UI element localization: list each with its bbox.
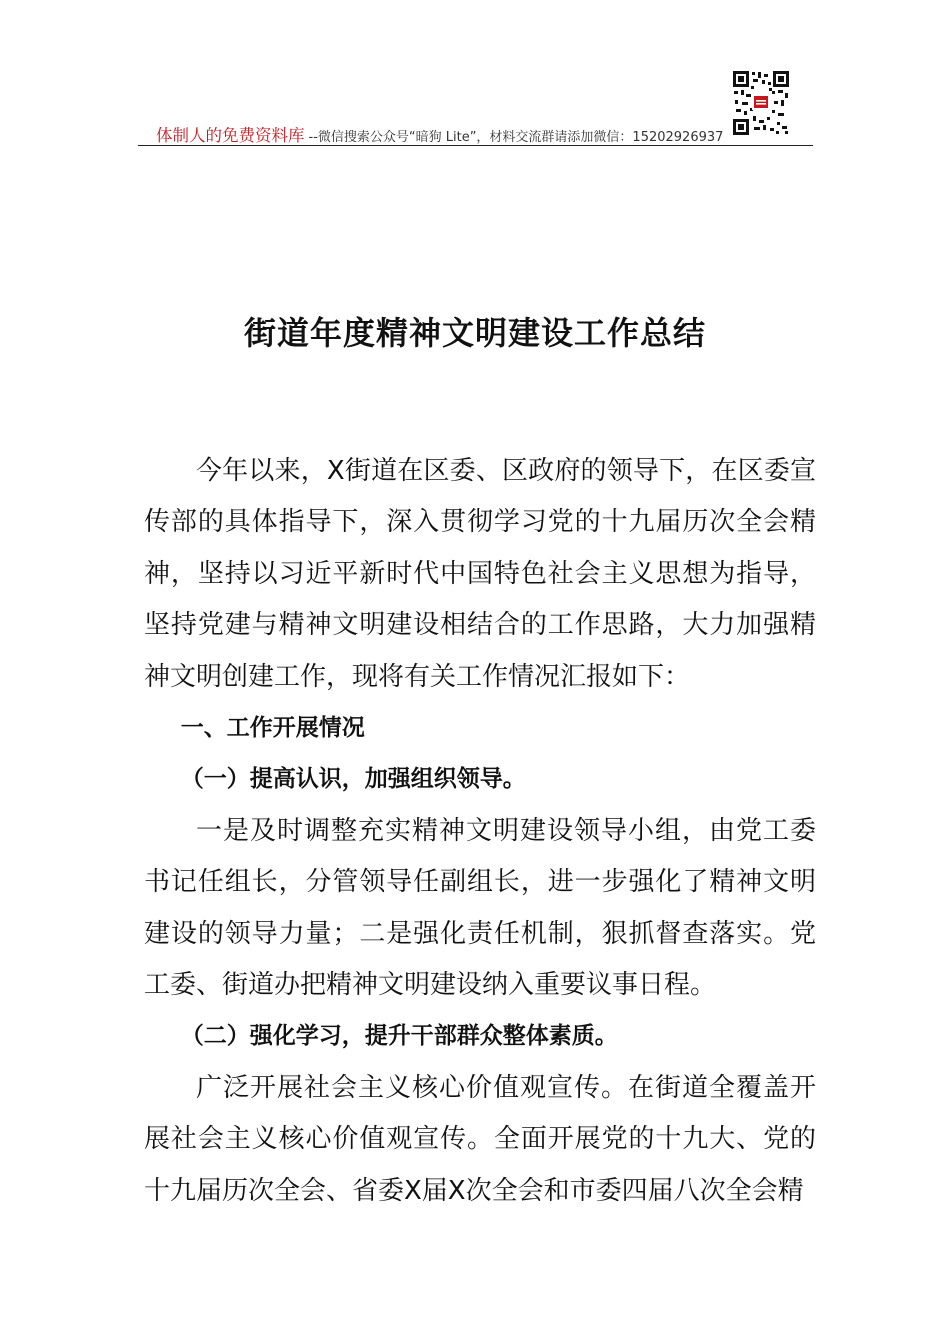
subsection-heading-1: （一）提高认识，加强组织领导。 [180,766,526,793]
header-text [156,122,723,146]
paragraph-1: 一是及时调整充实精神文明建设领导小组，由党工委书记任组长，分管领导任副组长，进一步强化了精神文明建设的领导力量；二是强化责任机制，狠抓督查落实。党工委、街道办把精神文明建设纳入重要议事日程。 [144,815,816,1001]
document-title: 街道年度精神文明建设工作总结 [243,314,706,352]
brand-name: 体制人的免费资料库 [156,126,305,145]
document-body [144,446,816,1217]
intro-paragraph: 今年以来，X街道在区委、区政府的领导下，在区委宣传部的具体指导下，深入贯彻学习党的十九届历次全会精神，坚持以习近平新时代中国特色社会主义思想为指导，坚持党建与精神文明建设相结合的工作思路，大力加强精神文明创建工作，现将有关工作情况汇报如下： [144,456,816,692]
section-heading: 一、工作开展情况 [180,715,365,742]
qr-code [732,70,790,136]
subsection-heading-2: （二）强化学习，提升干部群众整体素质。 [180,1023,618,1050]
header-divider [138,145,813,146]
paragraph-2: 广泛开展社会主义核心价值观宣传。在街道全覆盖开展社会主义核心价值观宣传。全面开展党的十九大、党的十九届历次全会、省委X届X次全会和市委四届八次全会精 [144,1072,816,1206]
qr-code-icon [732,70,790,136]
page-header [138,70,813,146]
header-tagline: --微信搜索公众号“暗狗 Lite”，材料交流群请添加微信：15202926937 [308,130,724,145]
